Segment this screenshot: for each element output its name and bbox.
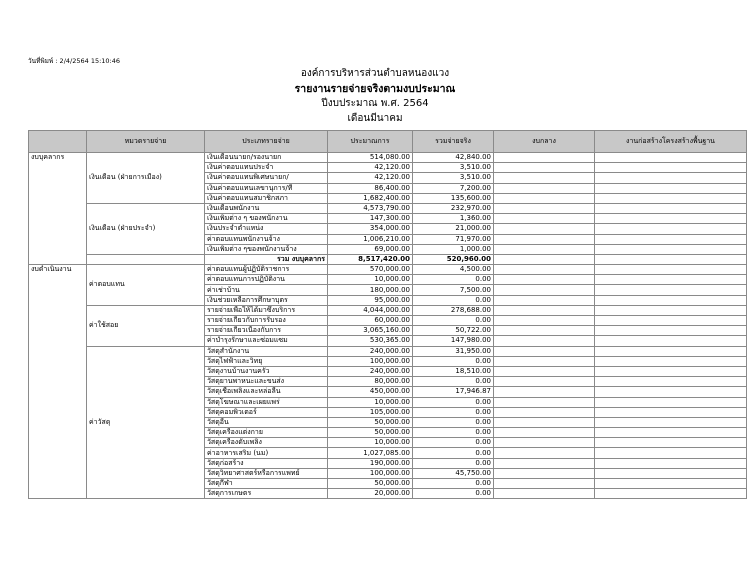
column-header-type: ประเภทรายจ่าย	[205, 131, 328, 153]
actual-cell: 278,688.00	[413, 305, 494, 315]
estimate-cell: 240,000.00	[328, 346, 413, 356]
infrastructure-cell	[595, 479, 747, 489]
infrastructure-cell	[595, 153, 747, 163]
expense-type-cell: เงินค่าตอบแทนพิเศษนายก/	[205, 173, 328, 183]
central-budget-cell	[494, 153, 595, 163]
table-row	[29, 305, 747, 315]
column-header-actual: รวมจ่ายจริง	[413, 131, 494, 153]
actual-cell: 0.00	[413, 275, 494, 285]
central-budget-cell	[494, 356, 595, 366]
infrastructure-cell	[595, 326, 747, 336]
central-budget-cell	[494, 193, 595, 203]
central-budget-cell	[494, 265, 595, 275]
infrastructure-cell	[595, 336, 747, 346]
estimate-cell: 69,000.00	[328, 244, 413, 254]
table-row	[29, 203, 747, 213]
expense-type-cell: วัสดุอื่น	[205, 417, 328, 427]
expense-type-cell: เงินเพิ่มต่าง ๆ ของพนักงาน	[205, 214, 328, 224]
infrastructure-cell	[595, 244, 747, 254]
actual-cell: 0.00	[413, 428, 494, 438]
actual-cell: 0.00	[413, 316, 494, 326]
expense-type-cell: เงินค่าตอบแทนประจำ	[205, 163, 328, 173]
estimate-cell: 105,000.00	[328, 407, 413, 417]
actual-cell: 0.00	[413, 438, 494, 448]
central-budget-cell	[494, 173, 595, 183]
infrastructure-cell	[595, 214, 747, 224]
actual-cell: 1,360.00	[413, 214, 494, 224]
infrastructure-cell	[595, 489, 747, 499]
estimate-cell: 42,120.00	[328, 163, 413, 173]
estimate-cell: 50,000.00	[328, 479, 413, 489]
expense-type-cell: วัสดุการเกษตร	[205, 489, 328, 499]
infrastructure-cell	[595, 407, 747, 417]
central-budget-cell	[494, 346, 595, 356]
actual-cell: 42,840.00	[413, 153, 494, 163]
expense-type-cell: วัสดุเชื้อเพลิงและหล่อลื่น	[205, 387, 328, 397]
expense-type-cell: รายจ่ายเกี่ยวเนื่องกับการ	[205, 326, 328, 336]
central-budget-cell	[494, 397, 595, 407]
infrastructure-cell	[595, 346, 747, 356]
column-header-estimate: ประมาณการ	[328, 131, 413, 153]
column-header-infrastructure: งานก่อสร้างโครงสร้างพื้นฐาน	[595, 131, 747, 153]
central-budget-cell	[494, 407, 595, 417]
infrastructure-cell	[595, 203, 747, 213]
central-budget-cell	[494, 275, 595, 285]
estimate-cell: 10,000.00	[328, 438, 413, 448]
column-header-category: หมวดรายจ่าย	[87, 131, 205, 153]
actual-cell: 0.00	[413, 448, 494, 458]
estimate-cell: 80,000.00	[328, 377, 413, 387]
expense-type-cell: เงินเดือนพนักงาน	[205, 203, 328, 213]
central-budget-cell	[494, 489, 595, 499]
infrastructure-cell	[595, 285, 747, 295]
estimate-cell: 10,000.00	[328, 275, 413, 285]
expense-type-cell: วัสดุกีฬา	[205, 479, 328, 489]
infrastructure-cell	[595, 275, 747, 285]
expense-type-cell: เงินประจำตำแหน่ง	[205, 224, 328, 234]
central-budget-cell	[494, 316, 595, 326]
central-budget-cell	[494, 479, 595, 489]
estimate-cell: 530,365.00	[328, 336, 413, 346]
infrastructure-cell	[595, 417, 747, 427]
expense-type-cell: เงินเดือนนายก/รองนายก	[205, 153, 328, 163]
actual-cell: 0.00	[413, 407, 494, 417]
subtotal-row	[29, 254, 747, 264]
actual-cell: 232,970.00	[413, 203, 494, 213]
central-budget-cell	[494, 336, 595, 346]
estimate-cell: 354,000.00	[328, 224, 413, 234]
estimate-cell: 3,065,160.00	[328, 326, 413, 336]
infrastructure-cell	[595, 468, 747, 478]
expense-type-cell: เงินเพิ่มต่าง ๆของพนักงานจ้าง	[205, 244, 328, 254]
expense-type-cell: วัสดุวิทยาศาสตร์หรือการแพทย์	[205, 468, 328, 478]
printed-timestamp: วันที่พิมพ์ : 2/4/2564 15:10:46	[28, 57, 121, 65]
fiscal-year: ปีงบประมาณ พ.ศ. 2564	[321, 98, 429, 109]
actual-cell: 3,510.00	[413, 163, 494, 173]
estimate-cell: 240,000.00	[328, 366, 413, 376]
central-budget-cell	[494, 183, 595, 193]
expense-category-cell: ค่าวัสดุ	[87, 346, 205, 499]
actual-cell: 0.00	[413, 479, 494, 489]
expense-type-cell: ค่าตอบแทนการปฏิบัติงาน	[205, 275, 328, 285]
expense-type-cell: วัสดุก่อสร้าง	[205, 458, 328, 468]
table-header-row	[29, 131, 747, 153]
central-budget-cell	[494, 234, 595, 244]
expense-category-cell: เงินเดือน (ฝ่ายประจำ)	[87, 203, 205, 254]
subtotal-label: รวม งบบุคลากร	[205, 254, 328, 264]
expense-type-cell: ค่าอาหารเสริม (นม)	[205, 448, 328, 458]
central-budget-cell	[494, 417, 595, 427]
subtotal-spacer-cell	[87, 254, 205, 264]
central-budget-cell	[494, 377, 595, 387]
expense-type-cell: วัสดุสำนักงาน	[205, 346, 328, 356]
expense-type-cell: วัสดุคอมพิวเตอร์	[205, 407, 328, 417]
estimate-cell: 42,120.00	[328, 173, 413, 183]
actual-cell: 0.00	[413, 417, 494, 427]
expense-type-cell: วัสดุเครื่องแต่งกาย	[205, 428, 328, 438]
central-budget-cell	[494, 254, 595, 264]
column-header-central-budget: งบกลาง	[494, 131, 595, 153]
expense-type-cell: วัสดุเครื่องดับเพลิง	[205, 438, 328, 448]
report-title: รายงานรายจ่ายจริงตามงบประมาณ	[294, 83, 456, 95]
actual-cell: 71,970.00	[413, 234, 494, 244]
infrastructure-cell	[595, 458, 747, 468]
infrastructure-cell	[595, 173, 747, 183]
actual-cell: 0.00	[413, 295, 494, 305]
estimate-cell: 450,000.00	[328, 387, 413, 397]
table-row	[29, 346, 747, 356]
estimate-cell: 86,400.00	[328, 183, 413, 193]
expense-type-cell: ค่าตอบแทนพนักงานจ้าง	[205, 234, 328, 244]
actual-cell: 3,510.00	[413, 173, 494, 183]
expense-type-cell: ค่าตอบแทนผู้ปฏิบัติราชการ	[205, 265, 328, 275]
report-month: เดือนมีนาคม	[347, 113, 403, 124]
central-budget-cell	[494, 214, 595, 224]
estimate-cell: 514,080.00	[328, 153, 413, 163]
infrastructure-cell	[595, 377, 747, 387]
expense-group-cell: งบบุคลากร	[29, 153, 87, 265]
expense-type-cell: ค่าเช่าบ้าน	[205, 285, 328, 295]
expense-category-cell: ค่าตอบแทน	[87, 265, 205, 306]
infrastructure-cell	[595, 193, 747, 203]
actual-cell: 0.00	[413, 489, 494, 499]
estimate-cell: 10,000.00	[328, 397, 413, 407]
central-budget-cell	[494, 203, 595, 213]
actual-cell: 7,200.00	[413, 183, 494, 193]
actual-cell: 0.00	[413, 356, 494, 366]
central-budget-cell	[494, 458, 595, 468]
estimate-cell: 95,000.00	[328, 295, 413, 305]
subtotal-actual: 520,960.00	[413, 254, 494, 264]
infrastructure-cell	[595, 356, 747, 366]
subtotal-estimate: 8,517,420.00	[328, 254, 413, 264]
estimate-cell: 190,000.00	[328, 458, 413, 468]
table-row	[29, 153, 747, 163]
expense-group-cell: งบดำเนินงาน	[29, 265, 87, 499]
central-budget-cell	[494, 295, 595, 305]
organization-name: องค์การบริหารส่วนตำบลหนองแวง	[300, 68, 450, 79]
estimate-cell: 100,000.00	[328, 356, 413, 366]
expense-category-cell: เงินเดือน (ฝ่ายการเมือง)	[87, 153, 205, 204]
central-budget-cell	[494, 387, 595, 397]
infrastructure-cell	[595, 438, 747, 448]
estimate-cell: 1,682,400.00	[328, 193, 413, 203]
central-budget-cell	[494, 428, 595, 438]
infrastructure-cell	[595, 448, 747, 458]
estimate-cell: 570,000.00	[328, 265, 413, 275]
actual-cell: 45,750.00	[413, 468, 494, 478]
central-budget-cell	[494, 366, 595, 376]
actual-cell: 4,500.00	[413, 265, 494, 275]
expense-type-cell: วัสดุไฟฟ้าและวิทยุ	[205, 356, 328, 366]
infrastructure-cell	[595, 295, 747, 305]
actual-cell: 50,722.00	[413, 326, 494, 336]
central-budget-cell	[494, 285, 595, 295]
estimate-cell: 1,027,085.00	[328, 448, 413, 458]
infrastructure-cell	[595, 234, 747, 244]
estimate-cell: 4,044,000.00	[328, 305, 413, 315]
infrastructure-cell	[595, 183, 747, 193]
expense-type-cell: รายจ่ายเกี่ยวกับการรับรอง	[205, 316, 328, 326]
expense-type-cell: วัสดุโฆษณาและเผยแพร่	[205, 397, 328, 407]
infrastructure-cell	[595, 366, 747, 376]
central-budget-cell	[494, 448, 595, 458]
actual-cell: 31,950.00	[413, 346, 494, 356]
infrastructure-cell	[595, 428, 747, 438]
expense-type-cell: เงินค่าตอบแทนสมาชิกสภา	[205, 193, 328, 203]
infrastructure-cell	[595, 316, 747, 326]
actual-cell: 7,500.00	[413, 285, 494, 295]
actual-cell: 147,980.00	[413, 336, 494, 346]
expense-type-cell: เงินช่วยเหลือการศึกษาบุตร	[205, 295, 328, 305]
actual-cell: 0.00	[413, 377, 494, 387]
central-budget-cell	[494, 468, 595, 478]
estimate-cell: 60,000.00	[328, 316, 413, 326]
infrastructure-cell	[595, 387, 747, 397]
expense-type-cell: วัสดุงานบ้านงานครัว	[205, 366, 328, 376]
infrastructure-cell	[595, 397, 747, 407]
actual-cell: 18,510.00	[413, 366, 494, 376]
actual-cell: 1,000.00	[413, 244, 494, 254]
expense-type-cell: รายจ่ายเพื่อให้ได้มาซึ่งบริการ	[205, 305, 328, 315]
estimate-cell: 147,300.00	[328, 214, 413, 224]
infrastructure-cell	[595, 305, 747, 315]
estimate-cell: 50,000.00	[328, 417, 413, 427]
estimate-cell: 100,000.00	[328, 468, 413, 478]
expense-type-cell: เงินค่าตอบแทนเลขานุการ/ที่	[205, 183, 328, 193]
expense-type-cell: ค่าบำรุงรักษาและซ่อมแซม	[205, 336, 328, 346]
actual-cell: 21,000.00	[413, 224, 494, 234]
central-budget-cell	[494, 326, 595, 336]
actual-cell: 135,600.00	[413, 193, 494, 203]
expense-type-cell: วัสดุยานพาหนะและขนส่ง	[205, 377, 328, 387]
infrastructure-cell	[595, 254, 747, 264]
actual-cell: 17,946.87	[413, 387, 494, 397]
column-header-group	[29, 131, 87, 153]
central-budget-cell	[494, 244, 595, 254]
actual-cell: 0.00	[413, 397, 494, 407]
central-budget-cell	[494, 438, 595, 448]
central-budget-cell	[494, 224, 595, 234]
estimate-cell: 50,000.00	[328, 428, 413, 438]
expense-category-cell: ค่าใช้สอย	[87, 305, 205, 346]
estimate-cell: 1,006,210.00	[328, 234, 413, 244]
central-budget-cell	[494, 305, 595, 315]
infrastructure-cell	[595, 224, 747, 234]
central-budget-cell	[494, 163, 595, 173]
infrastructure-cell	[595, 163, 747, 173]
infrastructure-cell	[595, 265, 747, 275]
expense-report-table	[28, 130, 747, 499]
estimate-cell: 180,000.00	[328, 285, 413, 295]
actual-cell: 0.00	[413, 458, 494, 468]
table-row	[29, 265, 747, 275]
estimate-cell: 20,000.00	[328, 489, 413, 499]
estimate-cell: 4,573,790.00	[328, 203, 413, 213]
